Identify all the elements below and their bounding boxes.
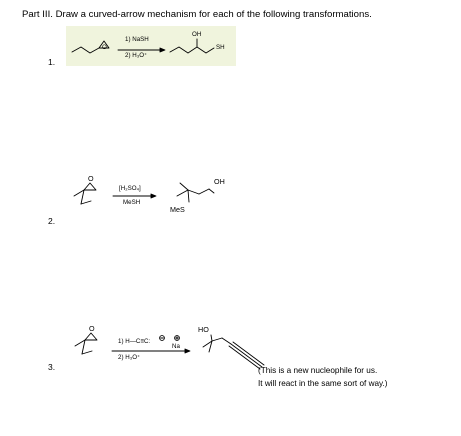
problem-3-note-line-2: It will react in the same sort of way.) bbox=[258, 379, 388, 388]
problem-1-product-oh: OH bbox=[192, 31, 202, 38]
section-title: Part III. Draw a curved-arrow mechanism for each of the following transformations. bbox=[22, 9, 372, 20]
problem-3-product-structure bbox=[203, 335, 264, 369]
problem-3-reagent-2: 2) H₃O⁺ bbox=[118, 354, 141, 361]
problem-3-reactant-oxygen: O bbox=[89, 324, 95, 333]
problem-2-reactant-oxygen: O bbox=[88, 174, 94, 183]
problem-1-reagent-1: 1) NaSH bbox=[125, 36, 149, 43]
problem-2-product-oh: OH bbox=[214, 177, 225, 186]
problem-2-product-structure bbox=[177, 183, 214, 202]
problem-1-product-structure bbox=[170, 39, 214, 53]
problem-2-number: 2. bbox=[48, 216, 56, 226]
problem-3-product-ho: HO bbox=[198, 325, 209, 334]
problem-2-reagent-2: MeSH bbox=[123, 199, 141, 206]
problem-3-reagent-1: 1) H—C≡C: bbox=[118, 338, 151, 345]
problem-1-number: 1. bbox=[48, 57, 56, 67]
problem-1-reagent-2: 2) H₃O⁺ bbox=[125, 52, 148, 59]
problem-2-reagent-1: [H₂SO₄] bbox=[119, 185, 141, 192]
problem-3-number: 3. bbox=[48, 362, 56, 372]
problem-3-sodium-label: Na bbox=[172, 343, 180, 350]
problem-2-reactant-structure bbox=[74, 183, 96, 204]
problem-3-charge-symbols bbox=[160, 336, 180, 341]
problem-1-reactant-oxygen: O bbox=[102, 44, 107, 51]
problem-2-product-mes: MeS bbox=[170, 205, 185, 214]
problem-2-reaction-arrow bbox=[113, 194, 156, 198]
problem-3-note-line-1: (This is a new nucleophile for us. bbox=[258, 366, 378, 375]
problem-3-reactant-structure bbox=[75, 333, 97, 354]
problem-1-product-sh: SH bbox=[216, 44, 225, 51]
